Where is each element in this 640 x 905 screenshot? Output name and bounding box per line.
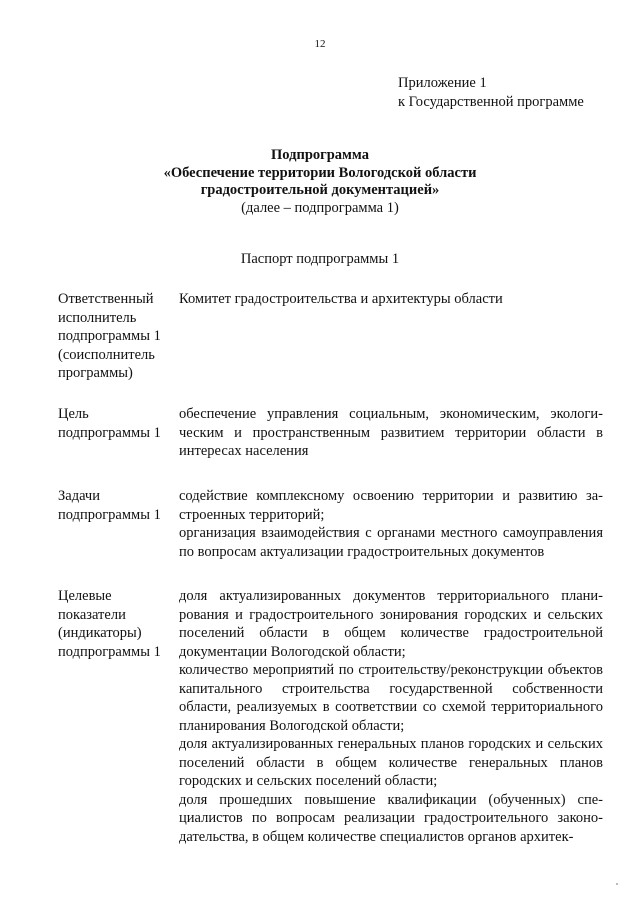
row-label-line: Цель <box>58 406 89 422</box>
row-label-line: (соисполнитель <box>58 346 155 363</box>
title-line: градостроительной документацией» <box>200 182 440 198</box>
title-line: «Обеспечение территории Вологодской области <box>163 164 477 181</box>
scan-artifact <box>616 883 618 885</box>
appendix-line: Приложение 1 <box>398 75 487 91</box>
row-content-paragraph: количество мероприятий по строительству/реконструкции объектов капитального строительства государственной собственности области, реализуемых в соответствии со схемой территориального планирования Вологодской области; <box>179 662 603 734</box>
passport-heading: Паспорт подпрограммы 1 <box>240 251 400 267</box>
row-label <box>58 487 173 524</box>
row-content <box>179 405 603 461</box>
row-label-line: подпрограммы 1 <box>58 424 161 441</box>
page-number: 12 <box>314 38 326 50</box>
row-content <box>179 587 603 846</box>
appendix-line: к Государственной программе <box>398 94 584 110</box>
row-content <box>179 290 603 309</box>
row-label-line: показатели <box>58 606 126 623</box>
row-label <box>58 290 173 383</box>
row-content <box>179 487 603 561</box>
row-label <box>58 587 173 661</box>
row-content-paragraph: обеспечение управления социальным, экономическим, экологическим и пространственным развитием территории области в интересах населения <box>179 406 603 459</box>
row-label-line: исполнитель <box>58 309 137 326</box>
row-label-line: подпрограммы 1 <box>58 643 161 660</box>
row-content-paragraph: доля прошедших повышение квалификации (обученных) специалистов по вопросам реализации градостроительного законодательства, в общем количестве специалистов органов архитек- <box>179 791 603 845</box>
row-label-line: Целевые <box>58 588 112 604</box>
row-content-paragraph: доля актуализированных документов территориального планирования и градостроительного зонирования городских и сельских поселений области в общем количестве градостроительной документации Вологодской области; <box>179 588 603 660</box>
appendix-note <box>398 74 584 112</box>
document-title <box>0 147 640 217</box>
row-label-line: Ответственный <box>58 291 154 307</box>
row-label-line: Задачи <box>58 488 100 504</box>
row-content-paragraph: доля актуализированных генеральных планов городских и сельских поселений области в общем количестве генеральных планов городских и сельских поселений области; <box>179 736 603 789</box>
row-label-line: (индикаторы) <box>58 625 142 641</box>
row-label-line: программы) <box>58 365 133 381</box>
title-line: Подпрограмма <box>271 147 369 163</box>
row-label-line: подпрограммы 1 <box>58 328 161 344</box>
row-label <box>58 405 173 442</box>
row-content-paragraph: содействие комплексному освоению территории и развитию застроенных территорий; <box>179 488 603 523</box>
row-content-paragraph: Комитет градостроительства и архитектуры области <box>179 291 503 307</box>
row-content-paragraph: организация взаимодействия с органами местного самоуправления по вопросам актуализации градостроительных документов <box>179 525 603 560</box>
row-label-line: подпрограммы 1 <box>58 506 161 523</box>
title-subline: (далее – подпрограмма 1) <box>241 199 399 216</box>
